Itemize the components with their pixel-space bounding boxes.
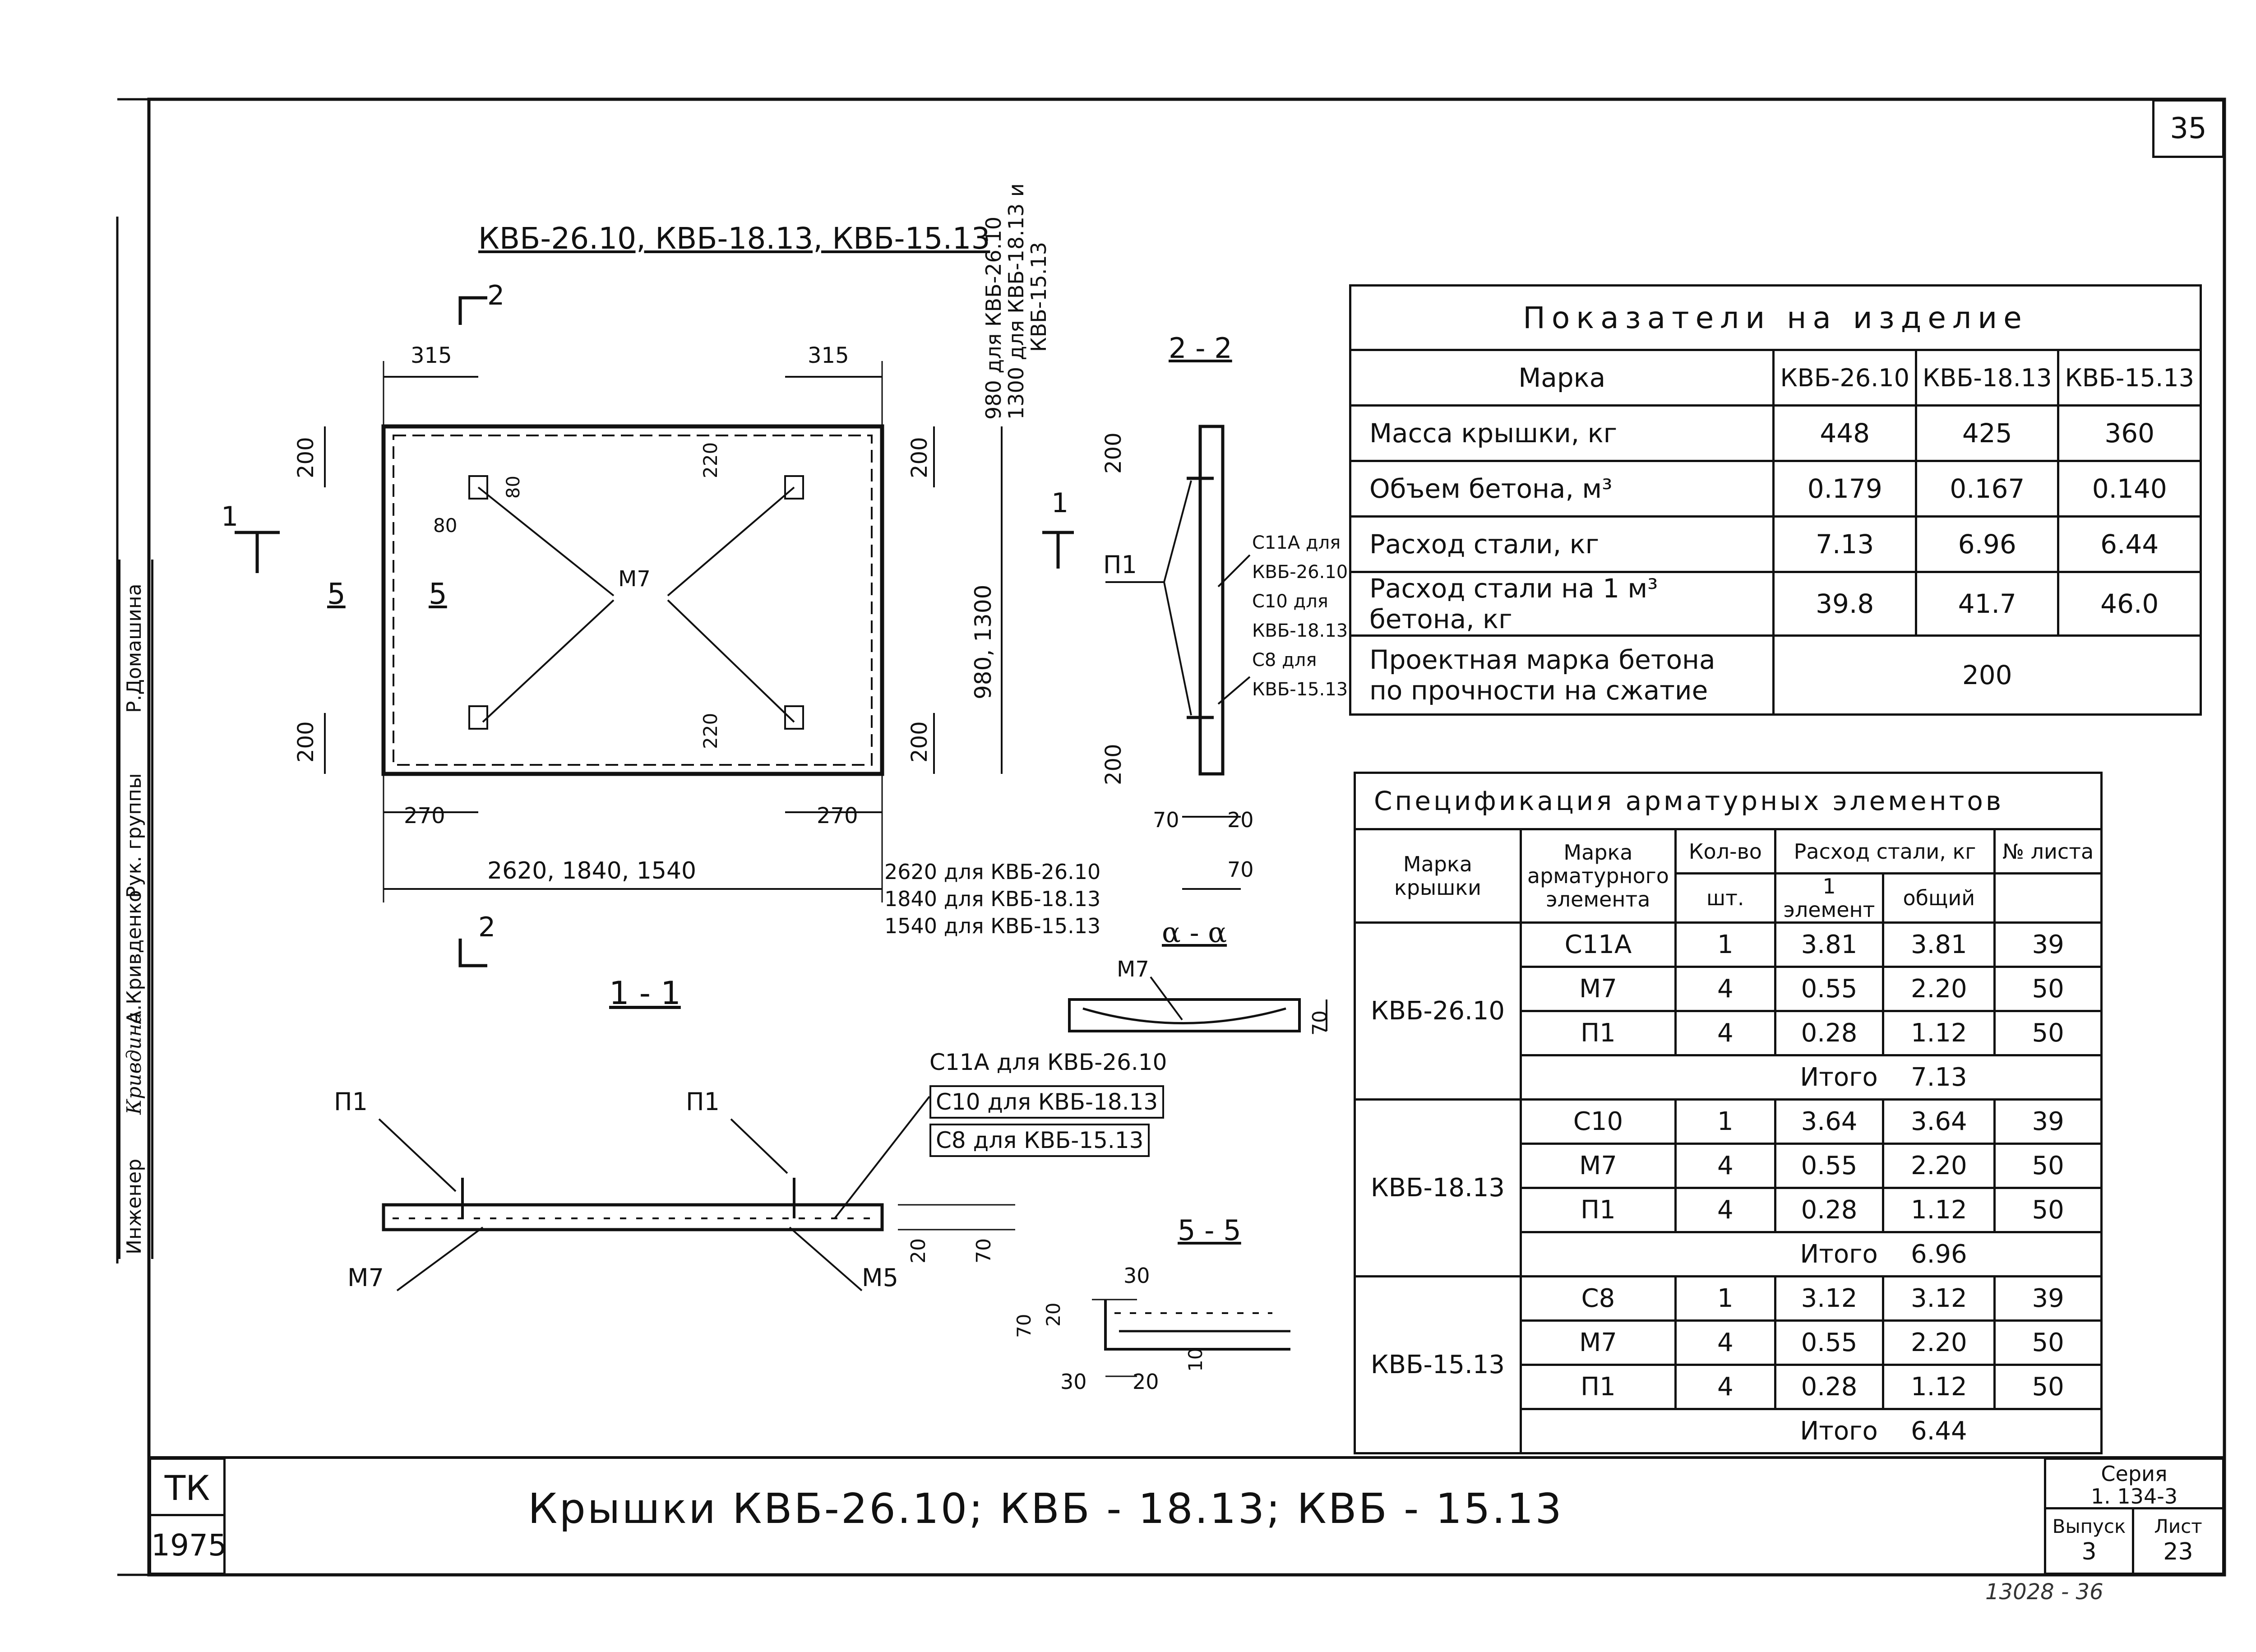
issue-box (2044, 1507, 2134, 1575)
spec-table (1354, 772, 2103, 1454)
total-label: Итого (1521, 1232, 1883, 1277)
dim-200-2-2-bottom: 200 (1101, 744, 1126, 785)
len-note-1: 2620 для КВБ-26.10 (884, 860, 1101, 884)
cell-qty: 1 (1675, 1277, 1775, 1321)
dim-20-1-1: 20 (907, 1238, 930, 1263)
dim-220-bottom: 220 (699, 713, 721, 749)
dim-height: 980, 1300 (970, 584, 996, 699)
spec-title: Спецификация арматурных элементов (1355, 773, 2102, 829)
series-value: 1. 134-3 (2090, 1484, 2178, 1509)
spec-h-sheet: № листа (1995, 829, 2102, 874)
cell-sheet: 50 (1995, 967, 2102, 1011)
dim-20-2-2: 20 (1227, 808, 1254, 832)
cell-qty: 4 (1675, 1011, 1775, 1055)
issue-label: Выпуск (2052, 1515, 2126, 1537)
dim-30-5-5-top: 30 (1123, 1263, 1150, 1288)
properties-mark-3: КВБ-15.13 (2058, 350, 2201, 406)
cut-1-left: 1 (221, 501, 239, 532)
section-5-5-title: 5 - 5 (1178, 1214, 1241, 1247)
frame-note-3: С8 для КВБ-15.13 (929, 1124, 1150, 1157)
frame-note-2: С10 для КВБ-18.13 (929, 1085, 1164, 1119)
cell-sheet: 50 (1995, 1321, 2102, 1365)
section-a-a-title: α - α (1162, 916, 1227, 949)
concrete-value: 200 (1774, 636, 2201, 715)
cell-one: 3.81 (1775, 923, 1883, 967)
cell-el: С11А (1521, 923, 1675, 967)
table-row (1355, 923, 2102, 967)
concrete-label-1: Проектная марка бетона (1369, 644, 1715, 675)
cell-all: 3.12 (1883, 1277, 1995, 1321)
spec-group-mark: КВБ-26.10 (1355, 923, 1521, 1100)
spec-h-qty-unit: шт. (1675, 874, 1775, 923)
sheet-box (2132, 1507, 2224, 1575)
cell-all: 1.12 (1883, 1188, 1995, 1232)
stamp-role-group: Рук. группы (123, 773, 146, 898)
cell-one: 0.28 (1775, 1011, 1883, 1055)
total-value: 6.44 (1883, 1409, 1995, 1453)
row-label: Масса крышки, кг (1350, 406, 1774, 461)
dim-200-tr: 200 (907, 437, 932, 478)
total-spacer (1995, 1409, 2102, 1453)
section-a-a-m7: М7 (1117, 957, 1149, 982)
total-spacer (1995, 1232, 2102, 1277)
cell-one: 3.12 (1775, 1277, 1883, 1321)
m5-label-1-1: М5 (862, 1263, 898, 1292)
dim-70-2-2-a: 70 (1153, 808, 1179, 832)
row-value: 41.7 (1916, 572, 2058, 636)
cell-qty: 4 (1675, 1321, 1775, 1365)
cell-all: 3.81 (1883, 923, 1995, 967)
cell-one: 0.55 (1775, 1321, 1883, 1365)
bottom-note: 13028 - 36 (1985, 1579, 2103, 1605)
cell-all: 3.64 (1883, 1100, 1995, 1144)
c-note-6: КВБ-15.13 (1252, 679, 1348, 700)
dim-80-right: 80 (503, 476, 524, 499)
row-value: 39.8 (1774, 572, 1916, 636)
dim-200-2-2-top: 200 (1101, 432, 1126, 474)
plan-title: КВБ-26.10, КВБ-18.13, КВБ-15.13 (478, 221, 990, 256)
row-label (1350, 636, 1774, 715)
stamp-name-2: Р.Домашина (123, 583, 146, 713)
issue-value: 3 (2081, 1538, 2097, 1565)
spec-group-mark: КВБ-18.13 (1355, 1100, 1521, 1277)
dim-200-br: 200 (907, 721, 932, 763)
cut-2-bottom: 2 (478, 912, 496, 943)
cell-sheet: 39 (1995, 1277, 2102, 1321)
spec-h-mark: Марка крышки (1355, 829, 1521, 923)
mesh-label: М7 (618, 566, 651, 592)
cell-el: П1 (1521, 1011, 1675, 1055)
stamp-signature: Кривдина (123, 1012, 146, 1115)
spec-h-qty: Кол-во (1675, 829, 1775, 874)
cell-qty: 1 (1675, 923, 1775, 967)
frame-note-1: С11А для КВБ-26.10 (929, 1049, 1167, 1075)
p1-label-1-1-right: П1 (686, 1087, 720, 1116)
sheet-label: Лист (2154, 1515, 2202, 1537)
dim-270-left: 270 (404, 803, 445, 828)
cell-all: 2.20 (1883, 1144, 1995, 1188)
spec-h-one: 1 элемент (1775, 874, 1883, 923)
cell-sheet: 39 (1995, 923, 2102, 967)
row-value: 425 (1916, 406, 2058, 461)
p1-label-1-1-left: П1 (334, 1087, 368, 1116)
cell-one: 0.55 (1775, 967, 1883, 1011)
spec-h-elem: Марка арматурного элемента (1521, 829, 1675, 923)
dim-length: 2620, 1840, 1540 (487, 857, 697, 884)
properties-mark-2: КВБ-18.13 (1916, 350, 2058, 406)
cell-one: 0.55 (1775, 1144, 1883, 1188)
vertical-note-3: КВБ-15.13 (1026, 241, 1051, 352)
cell-sheet: 50 (1995, 1144, 2102, 1188)
spec-h-total: общий (1883, 874, 1995, 923)
vertical-note-2: 1300 для КВБ-18.13 и (1004, 183, 1028, 420)
c-note-5: С8 для (1252, 650, 1317, 671)
row-value: 6.44 (2058, 517, 2201, 572)
total-spacer (1995, 1055, 2102, 1100)
cut-5-left: 5 (327, 578, 346, 611)
len-note-2: 1840 для КВБ-18.13 (884, 887, 1101, 911)
drawing-title: Крышки КВБ-26.10; КВБ - 18.13; КВБ - 15.13 (528, 1485, 1563, 1533)
len-note-3: 1540 для КВБ-15.13 (884, 914, 1101, 938)
cell-all: 2.20 (1883, 967, 1995, 1011)
c-note-2: КВБ-26.10 (1252, 562, 1348, 583)
series-box (2044, 1458, 2224, 1509)
dim-315-right: 315 (808, 343, 849, 368)
cell-el: М7 (1521, 1144, 1675, 1188)
vertical-note-1: 980 для КВБ-26.10 (981, 217, 1006, 420)
dim-70-a-a: 70 (1308, 1010, 1331, 1036)
cell-all: 2.20 (1883, 1321, 1995, 1365)
cell-sheet: 39 (1995, 1100, 2102, 1144)
cell-qty: 4 (1675, 1365, 1775, 1409)
m7-label-1-1: М7 (347, 1263, 384, 1292)
dim-200-tl: 200 (293, 437, 319, 478)
dim-70-2-2-b: 70 (1227, 857, 1254, 882)
cell-qty: 4 (1675, 967, 1775, 1011)
cell-qty: 1 (1675, 1100, 1775, 1144)
row-value: 0.167 (1916, 461, 2058, 517)
properties-col-mark: Марка (1350, 350, 1774, 406)
spec-h-sheet-spacer (1995, 874, 2102, 923)
row-value: 46.0 (2058, 572, 2201, 636)
year: 1975 (149, 1514, 226, 1575)
cell-el: М7 (1521, 967, 1675, 1011)
concrete-label-2: по прочности на сжатие (1369, 675, 1708, 706)
table-row (1355, 1100, 2102, 1144)
p1-label-2-2: П1 (1103, 551, 1137, 579)
dim-270-right: 270 (817, 803, 858, 828)
spec-h-steel: Расход стали, кг (1775, 829, 1995, 874)
cell-qty: 4 (1675, 1188, 1775, 1232)
row-value: 0.179 (1774, 461, 1916, 517)
cell-sheet: 50 (1995, 1365, 2102, 1409)
section-1-1-title: 1 - 1 (609, 975, 681, 1012)
cell-all: 1.12 (1883, 1011, 1995, 1055)
spec-group-mark: КВБ-15.13 (1355, 1277, 1521, 1453)
row-label: Объем бетона, м³ (1350, 461, 1774, 517)
dim-70-5-5: 70 (1013, 1314, 1035, 1338)
cut-1-right: 1 (1051, 487, 1069, 519)
dim-200-bl: 200 (293, 721, 319, 763)
dim-220-top: 220 (699, 442, 721, 478)
properties-row (1350, 406, 2201, 461)
properties-row (1350, 572, 2201, 636)
row-value: 360 (2058, 406, 2201, 461)
properties-table (1349, 284, 2202, 716)
row-value: 0.140 (2058, 461, 2201, 517)
cell-one: 3.64 (1775, 1100, 1883, 1144)
dim-20-5-5-bottom: 20 (1133, 1370, 1159, 1394)
cell-sheet: 50 (1995, 1188, 2102, 1232)
c-note-1: С11А для (1252, 532, 1341, 553)
cut-2-top: 2 (487, 280, 505, 311)
properties-row (1350, 517, 2201, 572)
sheet-number: 35 (2152, 99, 2224, 158)
series-label: Серия (2101, 1462, 2168, 1486)
table-row (1355, 1277, 2102, 1321)
dim-20-5-5-left: 20 (1042, 1302, 1064, 1327)
sheet-value: 23 (2163, 1538, 2193, 1565)
properties-row (1350, 461, 2201, 517)
total-label: Итого (1521, 1409, 1883, 1453)
cell-el: П1 (1521, 1365, 1675, 1409)
row-label: Расход стали, кг (1350, 517, 1774, 572)
properties-title: Показатели на изделие (1350, 286, 2201, 350)
dim-30-5-5-bottom: 30 (1060, 1370, 1087, 1394)
properties-row (1350, 636, 2201, 715)
dim-80-left: 80 (433, 514, 458, 537)
cell-one: 0.28 (1775, 1188, 1883, 1232)
row-value: 7.13 (1774, 517, 1916, 572)
stamp-name-1: А.Кривденко (123, 890, 146, 1024)
cell-qty: 4 (1675, 1144, 1775, 1188)
cell-el: С10 (1521, 1100, 1675, 1144)
cell-one: 0.28 (1775, 1365, 1883, 1409)
dim-70-1-1: 70 (972, 1238, 995, 1263)
cell-all: 1.12 (1883, 1365, 1995, 1409)
row-value: 6.96 (1916, 517, 2058, 572)
dim-10-5-5: 10 (1184, 1347, 1207, 1372)
row-value: 448 (1774, 406, 1916, 461)
org-code: ТК (149, 1458, 226, 1516)
cell-el: С8 (1521, 1277, 1675, 1321)
total-label: Итого (1521, 1055, 1883, 1100)
c-note-3: С10 для (1252, 591, 1328, 612)
cut-5-right: 5 (429, 578, 447, 611)
cell-el: М7 (1521, 1321, 1675, 1365)
section-2-2-title: 2 - 2 (1169, 332, 1232, 365)
cell-sheet: 50 (1995, 1011, 2102, 1055)
properties-mark-1: КВБ-26.10 (1774, 350, 1916, 406)
cell-el: П1 (1521, 1188, 1675, 1232)
c-note-4: КВБ-18.13 (1252, 620, 1348, 641)
total-value: 6.96 (1883, 1232, 1995, 1277)
stamp-role-engineer: Инженер (123, 1158, 146, 1254)
row-label: Расход стали на 1 м³ бетона, кг (1350, 572, 1774, 636)
total-value: 7.13 (1883, 1055, 1995, 1100)
dim-315-left: 315 (411, 343, 452, 368)
